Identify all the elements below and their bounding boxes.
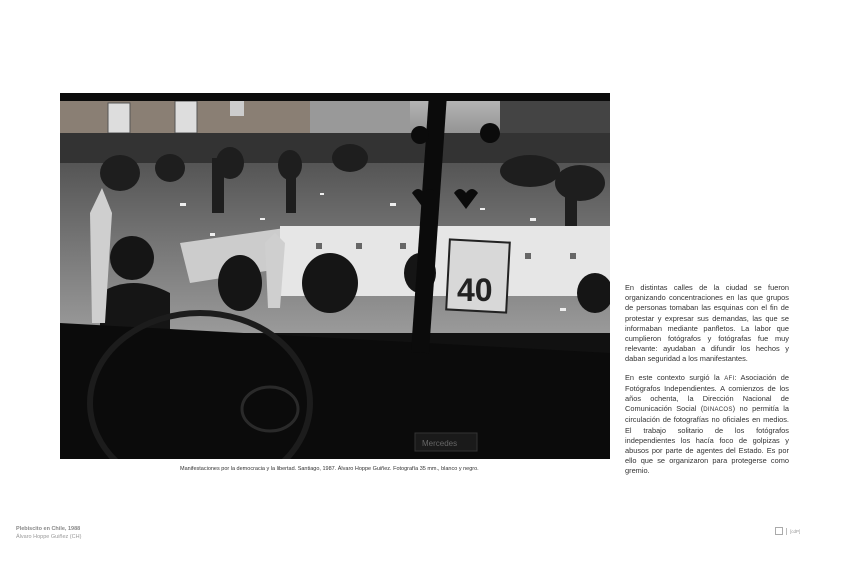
paragraph-1: En distintas calles de la ciudad se fueron organizando concentraciones en las que grupos de personas tomaban las esquinas con el fin de protestar y expresar sus demandas, las que se informaban mediante panfletos. La labor que cumplieron fotógrafos y fotógrafas fue muy relevante: ayudaban a difundir los hechos y daban seguridad a los manifestantes. <box>625 283 789 364</box>
afi-acronym: AFI <box>724 375 735 382</box>
exhibition-title: Plebiscito en Chile, 1988 <box>16 526 81 532</box>
cdp-logo: [cdP] <box>790 528 801 534</box>
footer-logos <box>775 527 800 535</box>
paragraph-2-part: ) no permitía la circulación de fotografías no oficiales en medios. El trabajo solitario de los fotógrafos independientes los hacía foco de golpizas y abusos por parte de agentes del Estado. Es por ello que se organizaron para protegerse como gremio. <box>625 404 790 476</box>
photograph <box>60 93 610 459</box>
photo-caption: Manifestaciones por la democracia y la libertad. Santiago, 1987. Álvaro Hoppe Guiñez. Fotografía 35 mm., blanco y negro. <box>180 466 479 472</box>
institution-logo-icon <box>775 527 783 535</box>
dinacos-acronym: DINACOS <box>703 407 733 414</box>
body-text <box>625 283 789 485</box>
dashboard-badge: Mercedes <box>422 439 458 448</box>
footer-credit <box>16 525 81 541</box>
photo-illustration <box>60 93 610 459</box>
paragraph-2 <box>625 373 789 477</box>
photographer-name: Álvaro Hoppe Guiñez (CH) <box>16 534 82 540</box>
logo-divider <box>786 528 787 535</box>
paragraph-2-part: : Asociación de Fotógrafos Independientes. A comienzos de los años ochenta, la Dirección Nacional de Comunicación Social ( <box>625 372 789 414</box>
sign-number: 40 <box>457 272 493 308</box>
paragraph-2-part: En este contexto surgió la <box>625 372 725 382</box>
